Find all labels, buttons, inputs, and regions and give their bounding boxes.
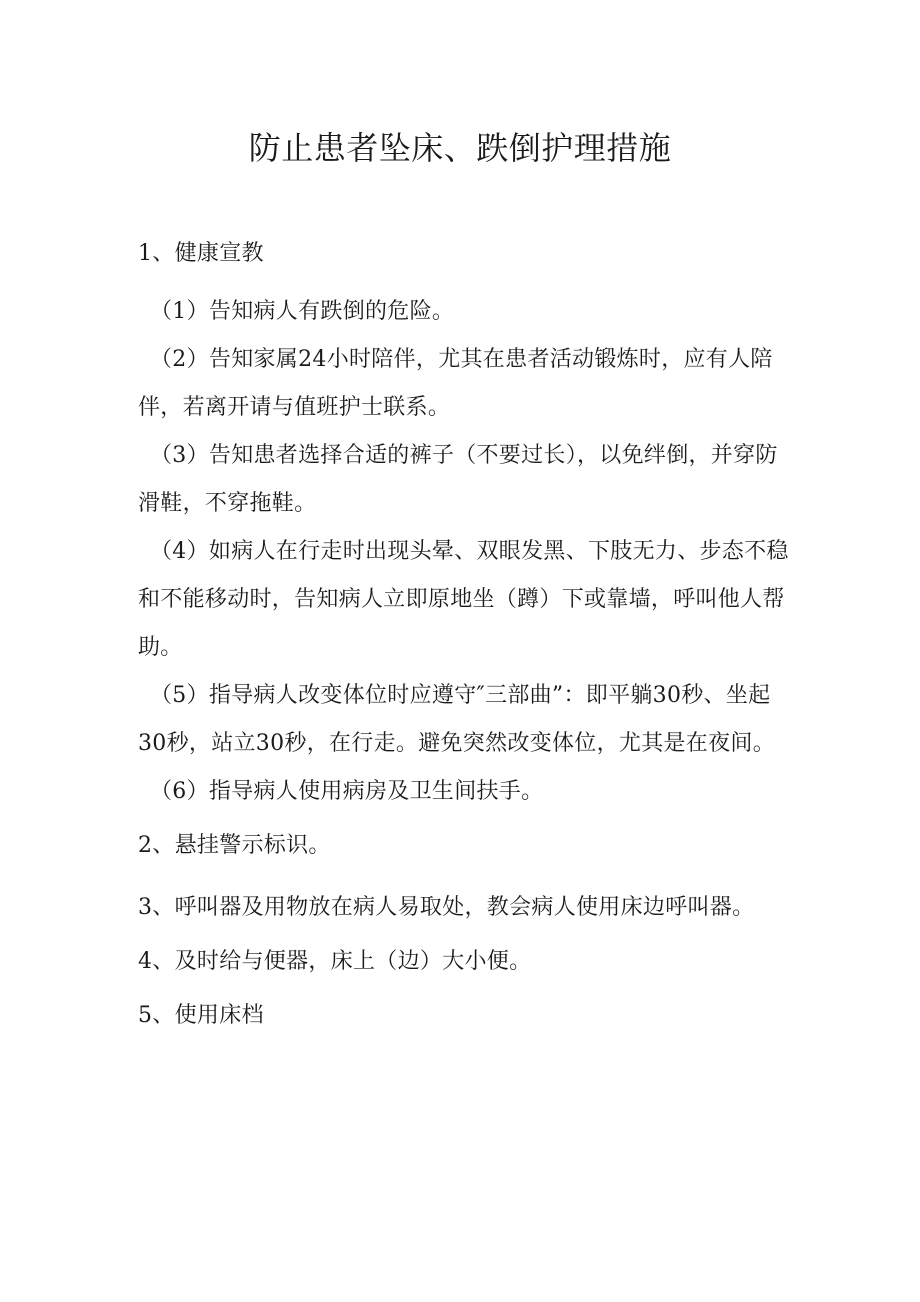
section-1 bbox=[138, 230, 798, 816]
list-item: （2）告知家属24小时陪伴，尤其在患者活动锻炼时，应有人陪伴，若离开请与值班护士联系。 bbox=[138, 347, 773, 420]
list-item: （3）告知患者选择合适的裤子（不要过长），以免绊倒，并穿防滑鞋，不穿拖鞋。 bbox=[138, 443, 778, 516]
document-body bbox=[138, 230, 798, 1040]
section-heading: 1、健康宣教 bbox=[138, 241, 264, 266]
list-item: （5）指导病人改变体位时应遵守″三部曲”：即平躺30秒、坐起30秒，站立30秒，在行走。避免突然改变体位，尤其是在夜间。 bbox=[138, 683, 775, 756]
section-heading: 5、使用床档 bbox=[138, 1003, 264, 1028]
document-title: 防止患者坠床、跌倒护理措施 bbox=[248, 129, 672, 167]
section-heading: 3、呼叫器及用物放在病人易取处，教会病人使用床边呼叫器。 bbox=[138, 895, 755, 920]
section-heading: 2、悬挂警示标识。 bbox=[138, 833, 331, 858]
section-heading: 4、及时给与便器，床上（边）大小便。 bbox=[138, 949, 532, 974]
list-item: （4）如病人在行走时出现头晕、双眼发黑、下肢无力、步态不稳和不能移动时，告知病人立即原地坐（蹲）下或靠墙，呼叫他人帮助。 bbox=[138, 539, 789, 660]
list-item: （1）告知病人有跌倒的危险。 bbox=[150, 299, 455, 324]
list-item: （6）指导病人使用病房及卫生间扶手。 bbox=[150, 779, 544, 804]
